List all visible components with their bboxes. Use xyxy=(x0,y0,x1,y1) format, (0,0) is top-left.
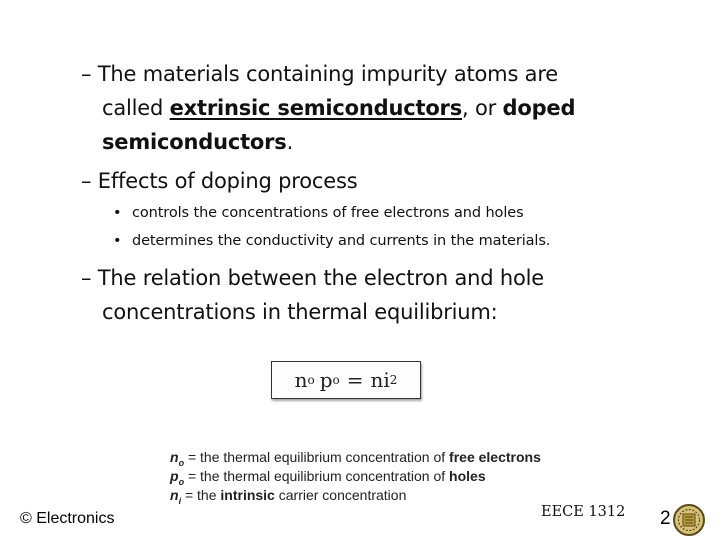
def-symbol-sub: o xyxy=(178,457,185,468)
dash-marker: – xyxy=(81,266,92,290)
bullet-3-text: concentrations in thermal equilibrium: xyxy=(102,300,498,324)
footer-course-code: EECE 1312 xyxy=(541,504,626,520)
definition-p0 xyxy=(170,468,486,487)
def-text: = the thermal equilibrium concentration of xyxy=(184,449,450,465)
university-seal-icon xyxy=(672,503,706,537)
dash-marker: – xyxy=(81,169,92,193)
def-strong: intrinsic xyxy=(220,487,275,503)
eq-equals: = xyxy=(346,368,364,392)
bullet-dot: • xyxy=(113,205,122,221)
dash-marker: – xyxy=(81,62,92,86)
eq-p: p xyxy=(319,368,333,392)
bullet-2-text: Effects of doping process xyxy=(97,169,358,193)
term-extrinsic-semiconductors: extrinsic semiconductors xyxy=(169,96,462,120)
def-strong: holes xyxy=(449,468,486,484)
definition-ni xyxy=(170,487,406,506)
footer-copyright: © Electronics xyxy=(20,510,115,527)
bullet-2 xyxy=(81,169,357,193)
term-doped: doped xyxy=(502,96,576,120)
def-text: = the xyxy=(181,487,221,503)
def-strong: free electrons xyxy=(449,449,541,465)
eq-rhs-sup: 2 xyxy=(389,373,398,387)
sub-bullet-1 xyxy=(113,205,524,221)
def-symbol-sub: i xyxy=(178,495,182,506)
eq-rhs: ni xyxy=(370,368,390,392)
bullet-1-line-1 xyxy=(81,62,558,86)
definition-n0 xyxy=(170,449,541,468)
bullet-1-text: , or xyxy=(462,96,503,120)
page-number: 2 xyxy=(660,508,671,529)
def-tail: carrier concentration xyxy=(274,487,407,503)
bullet-1-text: . xyxy=(286,130,294,154)
def-text: = the thermal equilibrium concentration of xyxy=(184,468,450,484)
equation-box xyxy=(271,361,421,399)
sub-bullet-text: controls the concentrations of free electrons and holes xyxy=(131,205,524,221)
bullet-3-text: The relation between the electron and hole xyxy=(97,266,545,290)
term-semiconductors: semiconductors xyxy=(102,130,287,154)
bullet-1-line-3 xyxy=(102,130,293,154)
bullet-1-line-2 xyxy=(102,96,575,120)
bullet-3-line-1 xyxy=(81,266,544,290)
bullet-1-text: called xyxy=(102,96,170,120)
bullet-dot: • xyxy=(113,233,122,249)
eq-n-sub: o xyxy=(307,373,315,387)
bullet-1-text: The materials containing impurity atoms are xyxy=(97,62,559,86)
bullet-3-line-2 xyxy=(102,300,498,324)
sub-bullet-text: determines the conductivity and currents in the materials. xyxy=(131,233,551,249)
def-symbol: p xyxy=(170,468,179,484)
def-symbol: n xyxy=(170,449,179,465)
def-symbol: n xyxy=(170,487,179,503)
def-symbol-sub: o xyxy=(178,476,185,487)
sub-bullet-2 xyxy=(113,233,550,249)
eq-n: n xyxy=(294,368,308,392)
eq-p-sub: o xyxy=(332,373,340,387)
